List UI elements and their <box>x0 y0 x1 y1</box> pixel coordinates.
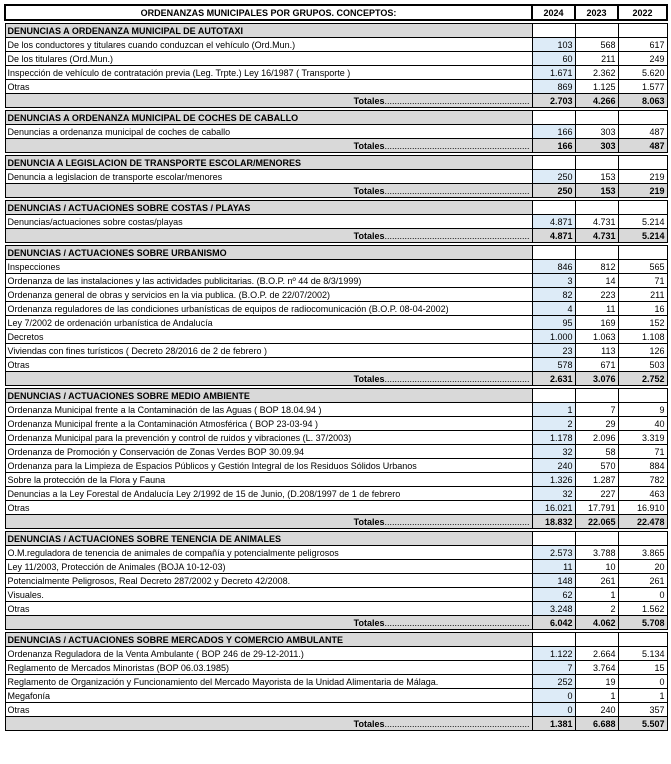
table-row <box>5 316 667 330</box>
totals-label: Totales <box>353 140 385 151</box>
table-row <box>5 560 667 574</box>
table-row <box>5 546 667 560</box>
section-header-empty-cell <box>618 532 667 546</box>
section-header-empty-cell <box>575 532 618 546</box>
row-label: De los conductores y titulares cuando conduzcan el vehículo (Ord.Mun.) <box>5 38 532 52</box>
value-cell-2023: 261 <box>575 574 618 588</box>
value-cell-2022: 0 <box>618 588 667 602</box>
totals-row <box>5 717 667 731</box>
totals-row <box>5 229 667 243</box>
value-cell-2022: 152 <box>618 316 667 330</box>
dot-leader: .......................................................... <box>384 617 530 628</box>
table-row <box>5 403 667 417</box>
dot-leader: .......................................................... <box>384 373 530 384</box>
row-label: Reglamento de Mercados Minoristas (BOP 06.03.1985) <box>5 661 532 675</box>
row-label: Otras <box>5 80 532 94</box>
table-row <box>5 125 667 139</box>
row-label: Otras <box>5 703 532 717</box>
section-header-empty-cell <box>618 389 667 403</box>
value-cell-2024: 1.000 <box>532 330 575 344</box>
table-row <box>5 260 667 274</box>
dot-leader: .......................................................... <box>384 140 530 151</box>
section-header-empty-cell <box>618 201 667 215</box>
row-label: Ordenanza de las instalaciones y las actividades publicitarias. (B.O.P. nº 44 de 8/3/1999) <box>5 274 532 288</box>
value-cell-2022: 9 <box>618 403 667 417</box>
row-label: Denuncias a la Ley Forestal de Andalucía Ley 2/1992 de 15 de Junio, (D.208/1997 de 1 de febrero <box>5 487 532 501</box>
row-label: Denuncia a legislacion de transporte escolar/menores <box>5 170 532 184</box>
value-cell-2024: 250 <box>532 170 575 184</box>
value-cell-2024: 1 <box>532 403 575 417</box>
totals-label: Totales <box>353 617 385 628</box>
row-label: Viviendas con fines turísticos ( Decreto 28/2016 de 2 de febrero ) <box>5 344 532 358</box>
value-cell-2022: 71 <box>618 445 667 459</box>
value-cell-2024: 1.178 <box>532 431 575 445</box>
value-cell-2024: 4 <box>532 302 575 316</box>
value-cell-2023: 227 <box>575 487 618 501</box>
table-row <box>5 215 667 229</box>
total-cell-2023: 303 <box>575 139 618 153</box>
value-cell-2023: 11 <box>575 302 618 316</box>
row-label: O.M.reguladora de tenencia de animales de compañía y potencialmente peligrosos <box>5 546 532 560</box>
row-label: Otras <box>5 501 532 515</box>
total-cell-2024: 166 <box>532 139 575 153</box>
section-header-empty-cell <box>532 24 575 38</box>
total-cell-2023: 4.731 <box>575 229 618 243</box>
table-row <box>5 661 667 675</box>
value-cell-2024: 240 <box>532 459 575 473</box>
table-title: ORDENANZAS MUNICIPALES POR GRUPOS. CONCEPTOS: <box>5 5 532 20</box>
total-cell-2023: 22.065 <box>575 515 618 529</box>
total-cell-2022: 219 <box>618 184 667 198</box>
section-header-empty-cell <box>532 532 575 546</box>
section-title: DENUNCIAS A ORDENANZA MUNICIPAL DE COCHES DE CABALLO <box>5 111 532 125</box>
value-cell-2022: 20 <box>618 560 667 574</box>
value-cell-2024: 11 <box>532 560 575 574</box>
row-label: Megafonía <box>5 689 532 703</box>
row-label: Ordenanza Municipal frente a la Contaminación de las Aguas ( BOP 18.04.94 ) <box>5 403 532 417</box>
row-label: Ordenanza general de obras y servicios en la via publica. (B.O.P. de 22/07/2002) <box>5 288 532 302</box>
table-row <box>5 647 667 661</box>
table-row <box>5 689 667 703</box>
table-body <box>5 5 667 731</box>
section-title: DENUNCIAS / ACTUACIONES SOBRE MERCADOS Y COMERCIO AMBULANTE <box>5 633 532 647</box>
total-cell-2024: 250 <box>532 184 575 198</box>
dot-leader: .......................................................... <box>384 516 530 527</box>
section-header-row <box>5 633 667 647</box>
value-cell-2022: 261 <box>618 574 667 588</box>
value-cell-2024: 578 <box>532 358 575 372</box>
value-cell-2022: 5.620 <box>618 66 667 80</box>
value-cell-2024: 2 <box>532 417 575 431</box>
totals-label-cell <box>5 139 532 153</box>
value-cell-2024: 95 <box>532 316 575 330</box>
value-cell-2023: 303 <box>575 125 618 139</box>
value-cell-2024: 0 <box>532 703 575 717</box>
value-cell-2023: 223 <box>575 288 618 302</box>
value-cell-2022: 487 <box>618 125 667 139</box>
row-label: Ordenanza Municipal frente a la Contaminación Atmosférica ( BOP 23-03-94 ) <box>5 417 532 431</box>
value-cell-2023: 2.096 <box>575 431 618 445</box>
total-cell-2022: 487 <box>618 139 667 153</box>
total-cell-2022: 8.063 <box>618 94 667 108</box>
totals-label-cell <box>5 184 532 198</box>
table-row <box>5 344 667 358</box>
totals-label-cell <box>5 372 532 386</box>
section-title: DENUNCIAS / ACTUACIONES SOBRE URBANISMO <box>5 246 532 260</box>
year-2024-header: 2024 <box>532 5 575 20</box>
row-label: Ordenanza para la Limpieza de Espacios Públicos y Gestión Integral de los Residuos Sólidos Urbanos <box>5 459 532 473</box>
value-cell-2023: 4.731 <box>575 215 618 229</box>
value-cell-2024: 4.871 <box>532 215 575 229</box>
section-header-empty-cell <box>575 389 618 403</box>
table-row <box>5 417 667 431</box>
section-header-row <box>5 201 667 215</box>
row-label: Otras <box>5 358 532 372</box>
value-cell-2022: 249 <box>618 52 667 66</box>
value-cell-2023: 240 <box>575 703 618 717</box>
totals-label: Totales <box>353 373 385 384</box>
section-header-empty-cell <box>618 246 667 260</box>
section-title: DENUNCIA A LEGISLACION DE TRANSPORTE ESCOLAR/MENORES <box>5 156 532 170</box>
table-row <box>5 170 667 184</box>
row-label: Inspecciones <box>5 260 532 274</box>
value-cell-2022: 0 <box>618 675 667 689</box>
section-header-row <box>5 532 667 546</box>
section-header-empty-cell <box>575 633 618 647</box>
total-cell-2023: 153 <box>575 184 618 198</box>
section-header-empty-cell <box>532 111 575 125</box>
table-row <box>5 459 667 473</box>
total-cell-2023: 4.062 <box>575 616 618 630</box>
value-cell-2023: 1.125 <box>575 80 618 94</box>
value-cell-2022: 219 <box>618 170 667 184</box>
value-cell-2024: 60 <box>532 52 575 66</box>
row-label: Ley 7/2002 de ordenación urbanística de Andalucía <box>5 316 532 330</box>
value-cell-2022: 782 <box>618 473 667 487</box>
row-label: Reglamento de Organización y Funcionamiento del Mercado Mayorista de la Unidad Alimentaria de Málaga. <box>5 675 532 689</box>
table-row <box>5 274 667 288</box>
row-label: Ordenanza de Promoción y Conservación de Zonas Verdes BOP 30.09.94 <box>5 445 532 459</box>
value-cell-2023: 2.362 <box>575 66 618 80</box>
section-header-empty-cell <box>532 246 575 260</box>
table-row <box>5 80 667 94</box>
dot-leader: .......................................................... <box>384 230 530 241</box>
table-row <box>5 487 667 501</box>
table-row <box>5 330 667 344</box>
totals-label: Totales <box>353 185 385 196</box>
total-cell-2024: 2.631 <box>532 372 575 386</box>
value-cell-2024: 82 <box>532 288 575 302</box>
value-cell-2023: 58 <box>575 445 618 459</box>
totals-row <box>5 616 667 630</box>
section-header-row <box>5 389 667 403</box>
section-title: DENUNCIAS / ACTUACIONES SOBRE COSTAS / PLAYAS <box>5 201 532 215</box>
value-cell-2024: 1.671 <box>532 66 575 80</box>
table-row <box>5 675 667 689</box>
totals-row <box>5 139 667 153</box>
value-cell-2022: 40 <box>618 417 667 431</box>
totals-label-cell <box>5 229 532 243</box>
value-cell-2022: 565 <box>618 260 667 274</box>
section-header-row <box>5 111 667 125</box>
row-label: Ley 11/2003, Protección de Animales (BOJA 10-12-03) <box>5 560 532 574</box>
value-cell-2024: 2.573 <box>532 546 575 560</box>
section-header-empty-cell <box>532 389 575 403</box>
table-row <box>5 358 667 372</box>
row-label: Ordenanza Municipal para la prevención y control de ruidos y vibraciones (L. 37/2003) <box>5 431 532 445</box>
value-cell-2023: 3.764 <box>575 661 618 675</box>
section-header-row <box>5 156 667 170</box>
value-cell-2022: 16 <box>618 302 667 316</box>
value-cell-2022: 3.319 <box>618 431 667 445</box>
table-row <box>5 473 667 487</box>
totals-label-cell <box>5 616 532 630</box>
table-row <box>5 288 667 302</box>
value-cell-2023: 211 <box>575 52 618 66</box>
total-cell-2024: 6.042 <box>532 616 575 630</box>
value-cell-2022: 15 <box>618 661 667 675</box>
total-cell-2024: 1.381 <box>532 717 575 731</box>
section-header-empty-cell <box>575 156 618 170</box>
totals-label: Totales <box>353 718 385 729</box>
section-header-empty-cell <box>575 246 618 260</box>
section-header-empty-cell <box>532 633 575 647</box>
table-row <box>5 52 667 66</box>
value-cell-2023: 7 <box>575 403 618 417</box>
total-cell-2022: 2.752 <box>618 372 667 386</box>
totals-label-cell <box>5 94 532 108</box>
value-cell-2023: 113 <box>575 344 618 358</box>
table-row <box>5 431 667 445</box>
total-cell-2022: 5.507 <box>618 717 667 731</box>
table-row <box>5 574 667 588</box>
section-header-empty-cell <box>618 24 667 38</box>
value-cell-2023: 14 <box>575 274 618 288</box>
value-cell-2024: 0 <box>532 689 575 703</box>
section-header-empty-cell <box>618 633 667 647</box>
total-cell-2023: 4.266 <box>575 94 618 108</box>
header-row <box>5 5 667 20</box>
value-cell-2023: 10 <box>575 560 618 574</box>
value-cell-2022: 71 <box>618 274 667 288</box>
value-cell-2022: 617 <box>618 38 667 52</box>
value-cell-2023: 3.788 <box>575 546 618 560</box>
value-cell-2024: 23 <box>532 344 575 358</box>
row-label: Ordenanza Reguladora de la Venta Ambulante ( BOP 246 de 29-12-2011.) <box>5 647 532 661</box>
value-cell-2024: 32 <box>532 487 575 501</box>
total-cell-2022: 5.214 <box>618 229 667 243</box>
value-cell-2023: 1 <box>575 588 618 602</box>
table-row <box>5 38 667 52</box>
statistics-table <box>4 4 668 731</box>
section-title: DENUNCIAS / ACTUACIONES SOBRE TENENCIA DE ANIMALES <box>5 532 532 546</box>
totals-row <box>5 372 667 386</box>
value-cell-2022: 126 <box>618 344 667 358</box>
value-cell-2022: 211 <box>618 288 667 302</box>
dot-leader: .......................................................... <box>384 95 530 106</box>
value-cell-2022: 357 <box>618 703 667 717</box>
value-cell-2023: 568 <box>575 38 618 52</box>
section-header-empty-cell <box>575 24 618 38</box>
row-label: Decretos <box>5 330 532 344</box>
year-2023-header: 2023 <box>575 5 618 20</box>
totals-label: Totales <box>353 95 385 106</box>
value-cell-2024: 1.326 <box>532 473 575 487</box>
value-cell-2024: 103 <box>532 38 575 52</box>
value-cell-2022: 16.910 <box>618 501 667 515</box>
totals-label-cell <box>5 717 532 731</box>
row-label: Inspección de vehículo de contratación previa (Leg. Trpte.) Ley 16/1987 ( Transporte ) <box>5 66 532 80</box>
value-cell-2024: 16.021 <box>532 501 575 515</box>
value-cell-2022: 5.214 <box>618 215 667 229</box>
table-row <box>5 501 667 515</box>
section-header-empty-cell <box>532 201 575 215</box>
section-header-empty-cell <box>618 156 667 170</box>
value-cell-2023: 1 <box>575 689 618 703</box>
total-cell-2023: 6.688 <box>575 717 618 731</box>
value-cell-2024: 252 <box>532 675 575 689</box>
row-label: Otras <box>5 602 532 616</box>
value-cell-2022: 1.577 <box>618 80 667 94</box>
value-cell-2023: 169 <box>575 316 618 330</box>
row-label: Ordenanza reguladores de las condiciones urbanísticas de equipos de radiocomunicación (B.O.P. 08-04-2002) <box>5 302 532 316</box>
value-cell-2023: 812 <box>575 260 618 274</box>
table-row <box>5 602 667 616</box>
row-label: Visuales. <box>5 588 532 602</box>
row-label: Denuncias a ordenanza municipal de coches de caballo <box>5 125 532 139</box>
value-cell-2022: 1.562 <box>618 602 667 616</box>
table-row <box>5 588 667 602</box>
total-cell-2022: 5.708 <box>618 616 667 630</box>
totals-row <box>5 515 667 529</box>
section-header-row <box>5 24 667 38</box>
table-row <box>5 703 667 717</box>
value-cell-2024: 166 <box>532 125 575 139</box>
totals-label: Totales <box>353 230 385 241</box>
total-cell-2024: 2.703 <box>532 94 575 108</box>
value-cell-2023: 570 <box>575 459 618 473</box>
section-header-empty-cell <box>532 156 575 170</box>
row-label: De los titulares (Ord.Mun.) <box>5 52 532 66</box>
total-cell-2023: 3.076 <box>575 372 618 386</box>
section-header-empty-cell <box>618 111 667 125</box>
value-cell-2024: 846 <box>532 260 575 274</box>
totals-label-cell <box>5 515 532 529</box>
value-cell-2024: 148 <box>532 574 575 588</box>
value-cell-2022: 5.134 <box>618 647 667 661</box>
value-cell-2022: 1 <box>618 689 667 703</box>
value-cell-2023: 2.664 <box>575 647 618 661</box>
value-cell-2024: 3 <box>532 274 575 288</box>
value-cell-2024: 62 <box>532 588 575 602</box>
totals-row <box>5 184 667 198</box>
table-row <box>5 66 667 80</box>
totals-row <box>5 94 667 108</box>
row-label: Sobre la protección de la Flora y Fauna <box>5 473 532 487</box>
row-label: Denuncias/actuaciones sobre costas/playas <box>5 215 532 229</box>
value-cell-2022: 1.108 <box>618 330 667 344</box>
value-cell-2024: 7 <box>532 661 575 675</box>
table-row <box>5 445 667 459</box>
value-cell-2024: 1.122 <box>532 647 575 661</box>
value-cell-2023: 153 <box>575 170 618 184</box>
value-cell-2023: 671 <box>575 358 618 372</box>
section-header-row <box>5 246 667 260</box>
value-cell-2023: 2 <box>575 602 618 616</box>
value-cell-2023: 29 <box>575 417 618 431</box>
value-cell-2023: 19 <box>575 675 618 689</box>
value-cell-2022: 463 <box>618 487 667 501</box>
section-header-empty-cell <box>575 201 618 215</box>
year-2022-header: 2022 <box>618 5 667 20</box>
value-cell-2024: 869 <box>532 80 575 94</box>
value-cell-2023: 1.063 <box>575 330 618 344</box>
value-cell-2022: 3.865 <box>618 546 667 560</box>
table-row <box>5 302 667 316</box>
total-cell-2024: 4.871 <box>532 229 575 243</box>
value-cell-2022: 884 <box>618 459 667 473</box>
value-cell-2022: 503 <box>618 358 667 372</box>
value-cell-2024: 32 <box>532 445 575 459</box>
total-cell-2022: 22.478 <box>618 515 667 529</box>
totals-label: Totales <box>353 516 385 527</box>
value-cell-2023: 17.791 <box>575 501 618 515</box>
row-label: Potencialmente Peligrosos, Real Decreto 287/2002 y Decreto 42/2008. <box>5 574 532 588</box>
value-cell-2024: 3.248 <box>532 602 575 616</box>
dot-leader: .......................................................... <box>384 185 530 196</box>
section-header-empty-cell <box>575 111 618 125</box>
section-title: DENUNCIAS / ACTUACIONES SOBRE MEDIO AMBIENTE <box>5 389 532 403</box>
total-cell-2024: 18.832 <box>532 515 575 529</box>
section-title: DENUNCIAS A ORDENANZA MUNICIPAL DE AUTOTAXI <box>5 24 532 38</box>
value-cell-2023: 1.287 <box>575 473 618 487</box>
dot-leader: .......................................................... <box>384 718 530 729</box>
